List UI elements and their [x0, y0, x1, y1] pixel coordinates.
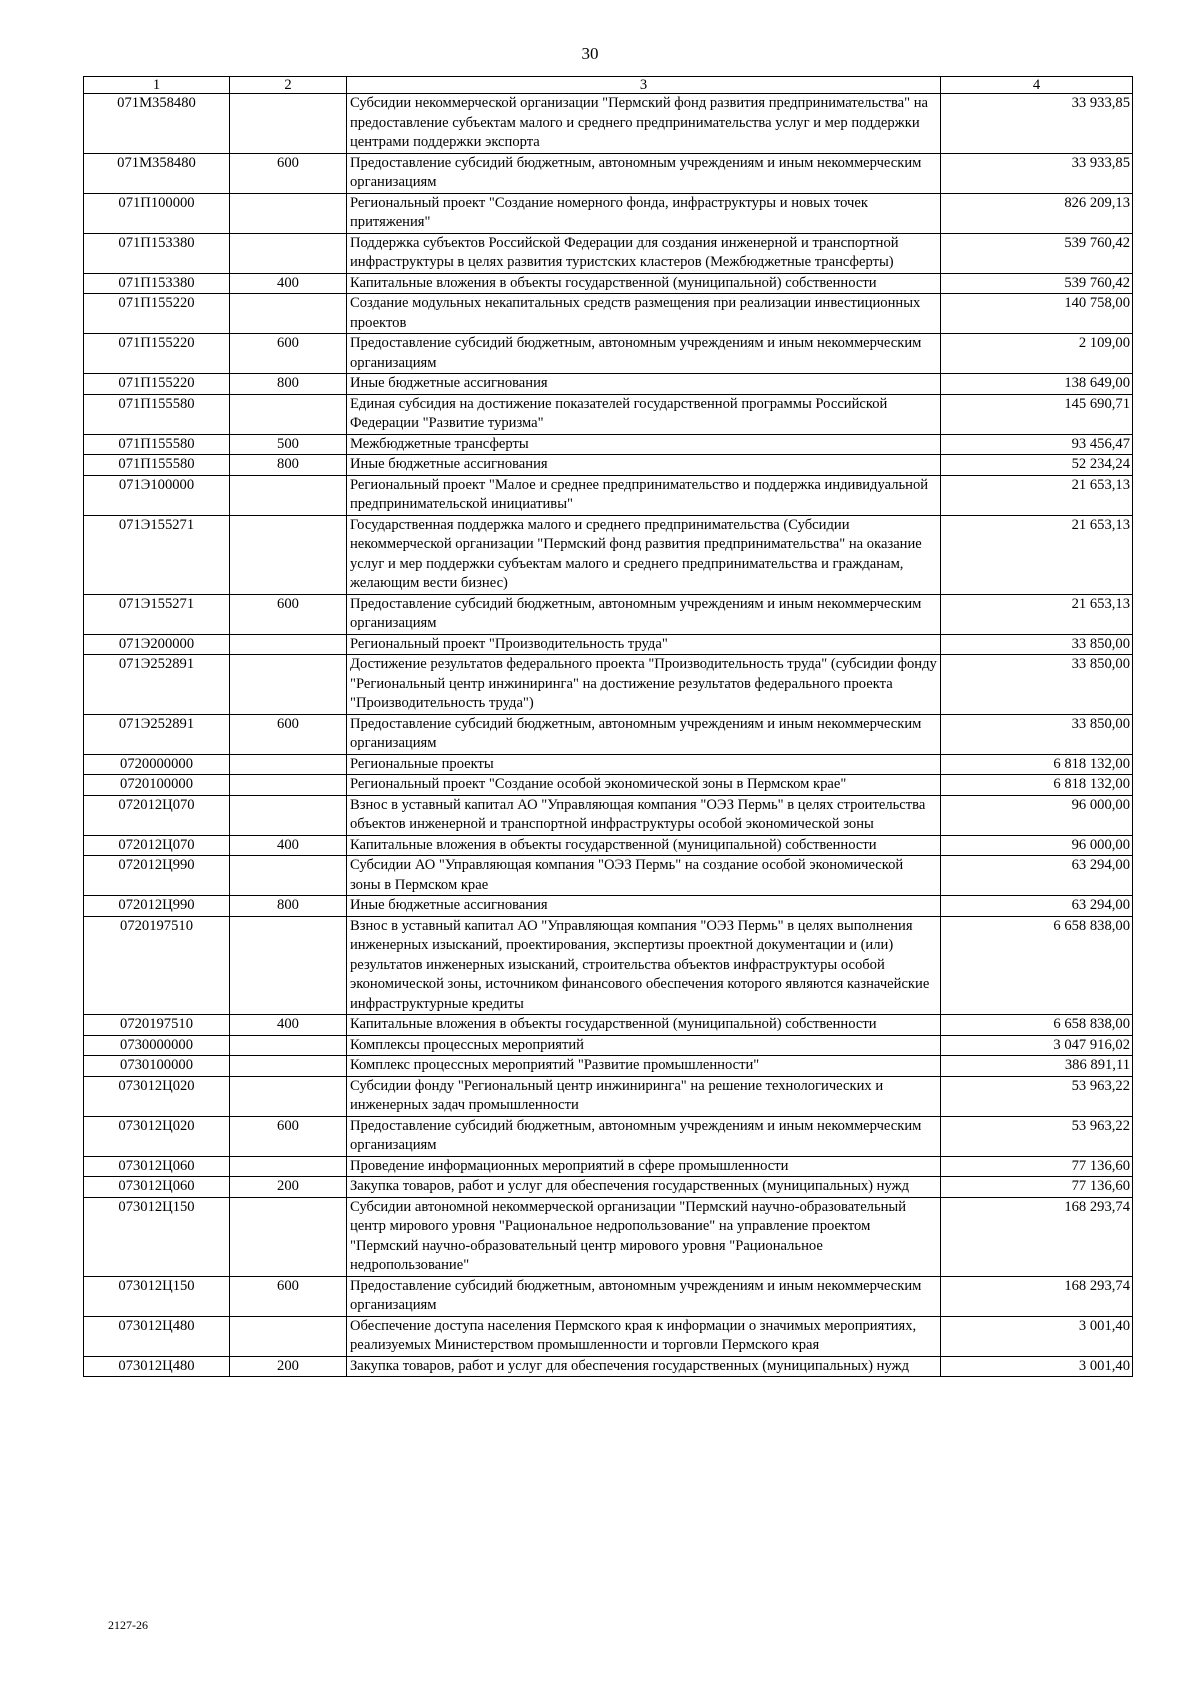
row-amount: 6 818 132,00 [941, 754, 1133, 775]
row-name: Иные бюджетные ассигнования [347, 896, 941, 917]
document-code: 2127-26 [108, 1618, 148, 1632]
table-row [84, 193, 1133, 233]
row-kind [230, 475, 347, 515]
row-kind: 200 [230, 1177, 347, 1198]
table-row [84, 634, 1133, 655]
table-row [84, 1116, 1133, 1156]
row-name: Предоставление субсидий бюджетным, автономным учреждениям и иным некоммерческим организациям [347, 1116, 941, 1156]
row-name: Предоставление субсидий бюджетным, автономным учреждениям и иным некоммерческим организациям [347, 1276, 941, 1316]
row-amount: 21 653,13 [941, 475, 1133, 515]
row-name: Закупка товаров, работ и услуг для обеспечения государственных (муниципальных) нужд [347, 1177, 941, 1198]
row-amount: 539 760,42 [941, 233, 1133, 273]
row-amount: 145 690,71 [941, 394, 1133, 434]
row-amount: 77 136,60 [941, 1156, 1133, 1177]
row-code: 073012Ц150 [84, 1276, 230, 1316]
row-amount: 138 649,00 [941, 374, 1133, 395]
row-kind: 600 [230, 334, 347, 374]
row-name: Поддержка субъектов Российской Федерации для создания инженерной и транспортной инфраструктуры в целях развития туристских кластеров (Межбюджетные трансферты) [347, 233, 941, 273]
row-name: Предоставление субсидий бюджетным, автономным учреждениям и иным некоммерческим организациям [347, 153, 941, 193]
row-amount: 3 047 916,02 [941, 1035, 1133, 1056]
row-amount: 2 109,00 [941, 334, 1133, 374]
row-code: 073012Ц060 [84, 1156, 230, 1177]
row-kind [230, 655, 347, 715]
row-kind [230, 795, 347, 835]
row-kind: 200 [230, 1356, 347, 1377]
table-row [84, 1177, 1133, 1198]
row-amount: 21 653,13 [941, 515, 1133, 594]
row-code: 073012Ц480 [84, 1316, 230, 1356]
row-name: Региональный проект "Производительность труда" [347, 634, 941, 655]
row-name: Достижение результатов федерального проекта "Производительность труда" (субсидии фонду "Региональный центр инжиниринга" на достижение результатов федерального проекта "Производительность труда") [347, 655, 941, 715]
row-kind: 500 [230, 434, 347, 455]
row-amount: 63 294,00 [941, 856, 1133, 896]
table-row [84, 1056, 1133, 1077]
table-row [84, 233, 1133, 273]
row-amount: 53 963,22 [941, 1116, 1133, 1156]
row-kind [230, 916, 347, 1015]
row-amount: 96 000,00 [941, 795, 1133, 835]
row-code: 071Э155271 [84, 515, 230, 594]
row-kind [230, 634, 347, 655]
table-row [84, 1076, 1133, 1116]
row-amount: 96 000,00 [941, 835, 1133, 856]
row-code: 071Э252891 [84, 714, 230, 754]
row-amount: 3 001,40 [941, 1356, 1133, 1377]
row-name: Региональные проекты [347, 754, 941, 775]
row-amount: 6 818 132,00 [941, 775, 1133, 796]
row-code: 0730100000 [84, 1056, 230, 1077]
row-kind: 800 [230, 896, 347, 917]
table-row [84, 1316, 1133, 1356]
row-kind [230, 193, 347, 233]
row-kind: 800 [230, 455, 347, 476]
row-name: Субсидии АО "Управляющая компания "ОЭЗ Пермь" на создание особой экономической зоны в Пермском крае [347, 856, 941, 896]
row-kind [230, 515, 347, 594]
row-name: Региональный проект "Создание особой экономической зоны в Пермском крае" [347, 775, 941, 796]
table-row [84, 594, 1133, 634]
row-amount: 53 963,22 [941, 1076, 1133, 1116]
row-name: Межбюджетные трансферты [347, 434, 941, 455]
row-kind [230, 1156, 347, 1177]
row-kind [230, 1076, 347, 1116]
row-amount: 93 456,47 [941, 434, 1133, 455]
row-amount: 63 294,00 [941, 896, 1133, 917]
table-row [84, 455, 1133, 476]
row-amount: 168 293,74 [941, 1197, 1133, 1276]
row-name: Субсидии автономной некоммерческой организации "Пермский научно-образовательный центр мирового уровня "Рациональное недропользование" на управление проектом "Пермский научно-образовательный центр мирового уровня "Рациональное недропользование" [347, 1197, 941, 1276]
row-kind [230, 1316, 347, 1356]
row-name: Иные бюджетные ассигнования [347, 455, 941, 476]
row-name: Взнос в уставный капитал АО "Управляющая компания "ОЭЗ Пермь" в целях выполнения инженерных изысканий, проектирования, экспертизы проектной документации и (или) результатов инженерных изысканий, строительства объектов инфраструктуры особой экономической зоны, источником финансового обеспечения которого являются казначейские инфраструктурные кредиты [347, 916, 941, 1015]
row-amount: 33 933,85 [941, 94, 1133, 154]
row-name: Региональный проект "Создание номерного фонда, инфраструктуры и новых точек притяжения" [347, 193, 941, 233]
row-amount: 21 653,13 [941, 594, 1133, 634]
row-kind: 400 [230, 835, 347, 856]
row-name: Субсидии фонду "Региональный центр инжиниринга" на решение технологических и инженерных задач промышленности [347, 1076, 941, 1116]
row-kind: 800 [230, 374, 347, 395]
row-kind [230, 233, 347, 273]
table-row [84, 475, 1133, 515]
row-code: 071П155220 [84, 334, 230, 374]
row-code: 071П100000 [84, 193, 230, 233]
row-code: 073012Ц020 [84, 1076, 230, 1116]
row-kind [230, 394, 347, 434]
row-code: 071М358480 [84, 153, 230, 193]
row-code: 073012Ц020 [84, 1116, 230, 1156]
row-code: 0730000000 [84, 1035, 230, 1056]
header-row [84, 77, 1133, 94]
row-name: Региональный проект "Малое и среднее предпринимательство и поддержка индивидуальной предпринимательской инициативы" [347, 475, 941, 515]
row-name: Капитальные вложения в объекты государственной (муниципальной) собственности [347, 273, 941, 294]
row-kind [230, 754, 347, 775]
row-code: 071П153380 [84, 273, 230, 294]
row-amount: 33 850,00 [941, 634, 1133, 655]
row-amount: 6 658 838,00 [941, 916, 1133, 1015]
row-kind [230, 1197, 347, 1276]
row-code: 071П155580 [84, 455, 230, 476]
table-row [84, 1276, 1133, 1316]
table-row [84, 714, 1133, 754]
row-kind [230, 775, 347, 796]
header-col-3: 3 [347, 77, 941, 94]
row-name: Предоставление субсидий бюджетным, автономным учреждениям и иным некоммерческим организациям [347, 594, 941, 634]
row-amount: 6 658 838,00 [941, 1015, 1133, 1036]
table-row [84, 1015, 1133, 1036]
row-name: Создание модульных некапитальных средств размещения при реализации инвестиционных проектов [347, 294, 941, 334]
row-amount: 3 001,40 [941, 1316, 1133, 1356]
row-code: 071Э100000 [84, 475, 230, 515]
budget-table [83, 76, 1133, 1377]
page-number: 30 [581, 44, 599, 63]
row-name: Закупка товаров, работ и услуг для обеспечения государственных (муниципальных) нужд [347, 1356, 941, 1377]
table-row [84, 394, 1133, 434]
row-amount: 33 850,00 [941, 655, 1133, 715]
row-name: Комплекс процессных мероприятий "Развитие промышленности" [347, 1056, 941, 1077]
row-amount: 386 891,11 [941, 1056, 1133, 1077]
row-code: 071П155580 [84, 434, 230, 455]
row-code: 071П155220 [84, 294, 230, 334]
row-kind: 400 [230, 1015, 347, 1036]
table-row [84, 655, 1133, 715]
table-row [84, 94, 1133, 154]
row-name: Субсидии некоммерческой организации "Пермский фонд развития предпринимательства" на предоставление субъектам малого и среднего предпринимательства услуг и мер поддержки центрами поддержки экспорта [347, 94, 941, 154]
row-name: Проведение информационных мероприятий в сфере промышленности [347, 1156, 941, 1177]
row-code: 072012Ц990 [84, 856, 230, 896]
table-row [84, 515, 1133, 594]
table-row [84, 754, 1133, 775]
table-row [84, 896, 1133, 917]
header-col-1: 1 [84, 77, 230, 94]
row-name: Взнос в уставный капитал АО "Управляющая компания "ОЭЗ Пермь" в целях строительства объектов инженерной и транспортной инфраструктуры особой экономической зоны [347, 795, 941, 835]
row-name: Государственная поддержка малого и среднего предпринимательства (Субсидии некоммерческой организации "Пермский фонд развития предпринимательства" на оказание услуг и мер поддержки субъектам малого и среднего предпринимательства и гражданам, желающим вести бизнес) [347, 515, 941, 594]
row-kind [230, 856, 347, 896]
row-code: 072012Ц070 [84, 835, 230, 856]
row-code: 071Э200000 [84, 634, 230, 655]
row-name: Обеспечение доступа населения Пермского края к информации о значимых мероприятиях, реализуемых Министерством промышленности и торговли Пермского края [347, 1316, 941, 1356]
row-code: 071Э155271 [84, 594, 230, 634]
row-code: 071Э252891 [84, 655, 230, 715]
row-amount: 826 209,13 [941, 193, 1133, 233]
row-kind [230, 1056, 347, 1077]
row-code: 0720197510 [84, 916, 230, 1015]
table-row [84, 835, 1133, 856]
row-kind: 400 [230, 273, 347, 294]
row-code: 072012Ц070 [84, 795, 230, 835]
row-name: Капитальные вложения в объекты государственной (муниципальной) собственности [347, 835, 941, 856]
row-amount: 539 760,42 [941, 273, 1133, 294]
header-col-4: 4 [941, 77, 1133, 94]
row-name: Иные бюджетные ассигнования [347, 374, 941, 395]
table-row [84, 374, 1133, 395]
row-kind: 600 [230, 153, 347, 193]
table-row [84, 153, 1133, 193]
table-row [84, 1197, 1133, 1276]
row-amount: 140 758,00 [941, 294, 1133, 334]
row-code: 0720100000 [84, 775, 230, 796]
row-kind: 600 [230, 1276, 347, 1316]
table-row [84, 1356, 1133, 1377]
row-code: 071П153380 [84, 233, 230, 273]
row-amount: 77 136,60 [941, 1177, 1133, 1198]
row-kind [230, 294, 347, 334]
header-col-2: 2 [230, 77, 347, 94]
row-name: Единая субсидия на достижение показателей государственной программы Российской Федерации "Развитие туризма" [347, 394, 941, 434]
row-name: Комплексы процессных мероприятий [347, 1035, 941, 1056]
row-code: 0720000000 [84, 754, 230, 775]
table-row [84, 795, 1133, 835]
table-row [84, 434, 1133, 455]
table-row [84, 856, 1133, 896]
table-row [84, 916, 1133, 1015]
row-name: Предоставление субсидий бюджетным, автономным учреждениям и иным некоммерческим организациям [347, 334, 941, 374]
table-row [84, 1035, 1133, 1056]
row-kind: 600 [230, 1116, 347, 1156]
row-code: 073012Ц480 [84, 1356, 230, 1377]
table-row [84, 334, 1133, 374]
row-kind: 600 [230, 714, 347, 754]
row-amount: 52 234,24 [941, 455, 1133, 476]
table-row [84, 775, 1133, 796]
table-row [84, 273, 1133, 294]
table-row [84, 1156, 1133, 1177]
row-name: Капитальные вложения в объекты государственной (муниципальной) собственности [347, 1015, 941, 1036]
row-name: Предоставление субсидий бюджетным, автономным учреждениям и иным некоммерческим организациям [347, 714, 941, 754]
row-kind [230, 94, 347, 154]
row-code: 071П155220 [84, 374, 230, 395]
row-amount: 168 293,74 [941, 1276, 1133, 1316]
row-code: 0720197510 [84, 1015, 230, 1036]
row-code: 073012Ц060 [84, 1177, 230, 1198]
row-amount: 33 933,85 [941, 153, 1133, 193]
row-code: 071М358480 [84, 94, 230, 154]
row-code: 071П155580 [84, 394, 230, 434]
table-row [84, 294, 1133, 334]
row-code: 072012Ц990 [84, 896, 230, 917]
row-kind: 600 [230, 594, 347, 634]
row-code: 073012Ц150 [84, 1197, 230, 1276]
row-kind [230, 1035, 347, 1056]
row-amount: 33 850,00 [941, 714, 1133, 754]
